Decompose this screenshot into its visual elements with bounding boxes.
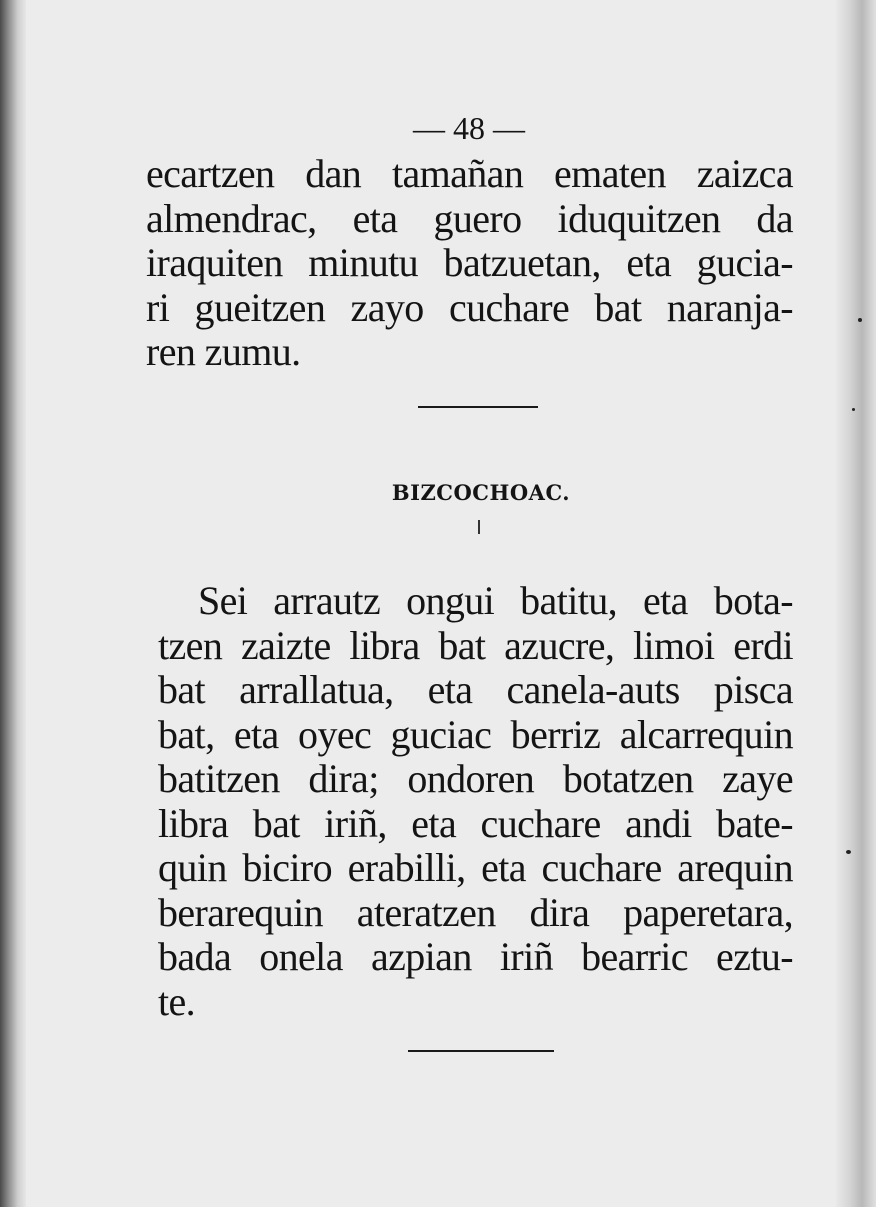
page-number: — 48 — <box>413 110 525 146</box>
text-line: iraquiten minutu batzuetan, eta gucia- <box>146 240 793 285</box>
section-divider <box>418 406 538 408</box>
print-speck <box>852 408 855 411</box>
page-edge-shadow <box>836 0 876 1207</box>
book-gutter-shadow <box>0 0 26 1207</box>
text-line: quin biciro erabilli, eta cuchare arequin <box>158 845 793 890</box>
text-line: te. <box>158 978 196 1024</box>
text-line: ri gueitzen zayo cuchare bat naranja- <box>146 284 793 330</box>
ornament-mark <box>478 520 480 534</box>
print-speck <box>858 318 862 322</box>
paragraph-continued <box>146 152 793 375</box>
text-line: tzen zaizte libra bat azucre, limoi erdi <box>158 622 793 668</box>
text-line: bat, eta oyec guciac berriz alcarrequin <box>158 711 793 757</box>
text-line: Sei arrautz ongui batitu, eta bota- <box>198 578 793 623</box>
end-divider <box>408 1050 554 1052</box>
text-line: bat arrallatua, eta canela-auts pisca <box>158 667 793 712</box>
text-line: berarequin ateratzen dira paperetara, <box>158 889 793 935</box>
recipe-paragraph <box>158 579 793 1024</box>
text-line: batitzen dira; ondoren botatzen zaye <box>158 756 793 801</box>
text-line: bada onela azpian iriñ bearric eztu- <box>158 934 793 979</box>
text-line: almendrac, eta guero iduquitzen da <box>146 195 793 241</box>
print-speck <box>846 850 851 854</box>
text-line: ren zumu. <box>146 329 301 374</box>
text-line: libra bat iriñ, eta cuchare andi bate- <box>158 800 793 846</box>
section-title: BIZCOCHOAC. <box>391 480 571 505</box>
text-line: ecartzen dan tamañan ematen zaizca <box>146 151 793 196</box>
